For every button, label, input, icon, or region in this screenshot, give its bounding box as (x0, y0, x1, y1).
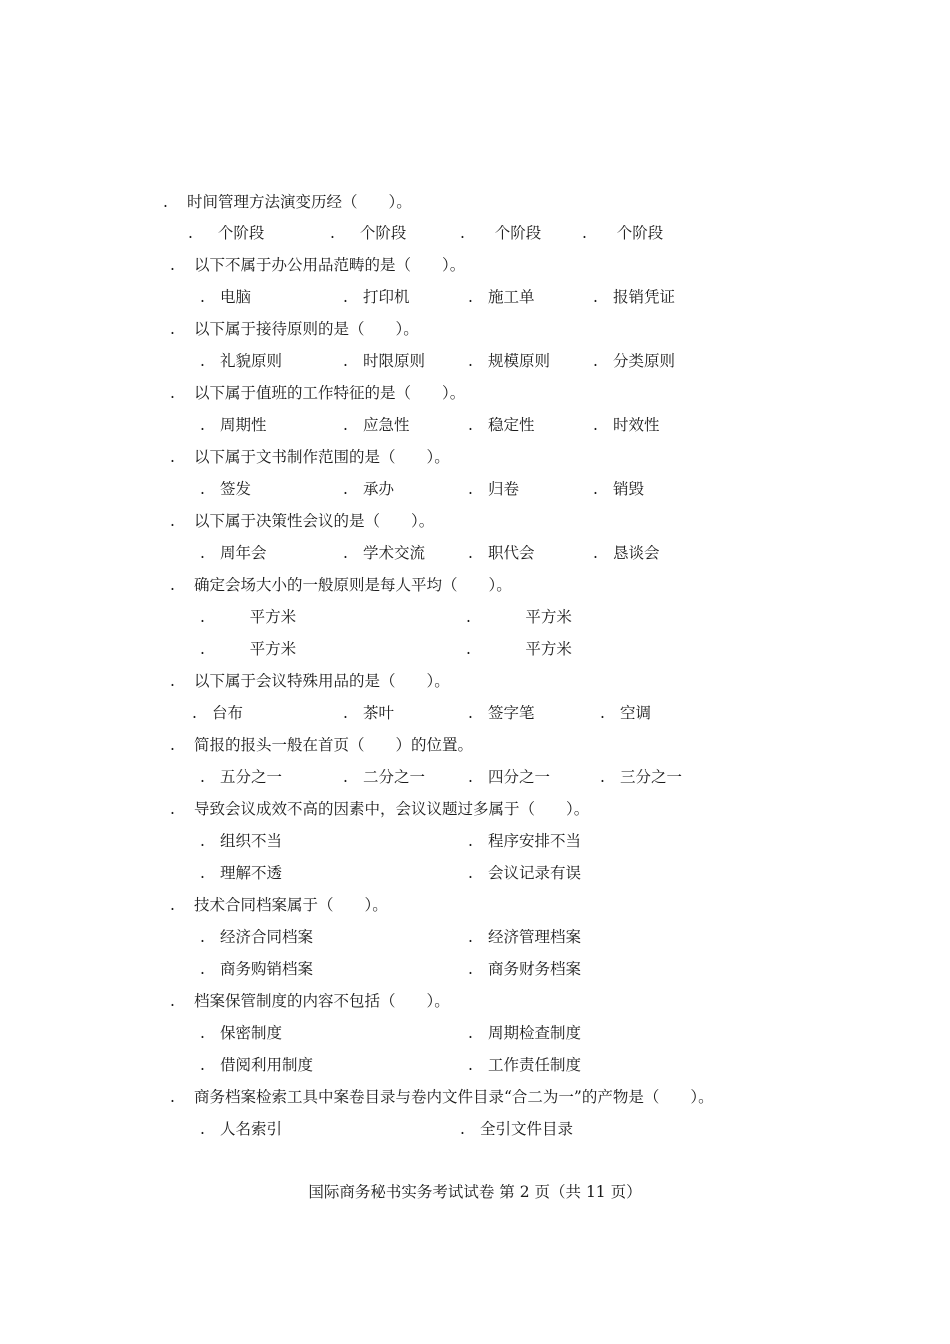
option-row (188, 633, 908, 665)
option-b: . 时限原则 (343, 352, 426, 370)
option-c: . 个阶段 (460, 224, 542, 242)
option-b: . 平方米 (466, 608, 572, 626)
option-a: . 组织不当 (200, 832, 283, 850)
option-c: . 稳定性 (468, 416, 535, 434)
option-c: . 借阅利用制度 (200, 1056, 314, 1074)
option-a: . 个阶段 (188, 224, 265, 242)
option-a: . 经济合同档案 (200, 928, 314, 946)
option-c: . 归卷 (468, 480, 520, 498)
option-a: . 五分之一 (200, 768, 283, 786)
option-a: . 电脑 (200, 288, 252, 306)
option-a: . 签发 (200, 480, 252, 498)
option-d: . 时效性 (593, 416, 660, 434)
option-b: . 学术交流 (343, 544, 426, 562)
option-a: . 台布 (192, 704, 244, 722)
option-d: . 会议记录有误 (468, 864, 582, 882)
option-row (188, 857, 908, 889)
question-stem: . 导致会议成效不高的因素中，会议议题过多属于（ ）。 (170, 800, 590, 818)
option-row (188, 537, 908, 569)
question-stem: . 以下属于决策性会议的是（ ）。 (170, 512, 435, 530)
option-c: . 职代会 (468, 544, 535, 562)
option-row (188, 1049, 908, 1081)
question-stem: . 时间管理方法演变历经（ ）。 (163, 193, 412, 211)
option-d: . 销毁 (593, 480, 645, 498)
option-d: . 报销凭证 (593, 288, 676, 306)
option-d: . 空调 (600, 704, 652, 722)
option-b: . 全引文件目录 (460, 1120, 574, 1138)
option-d: . 个阶段 (582, 224, 664, 242)
question-stem: . 以下属于接待原则的是（ ）。 (170, 320, 419, 338)
option-c: . 理解不透 (200, 864, 283, 882)
question-stem: . 确定会场大小的一般原则是每人平均（ ）。 (170, 576, 512, 594)
option-row (188, 601, 908, 633)
option-b: . 经济管理档案 (468, 928, 582, 946)
question-stem: . 以下属于文书制作范围的是（ ）。 (170, 448, 450, 466)
option-d: . 工作责任制度 (468, 1056, 582, 1074)
option-b: . 二分之一 (343, 768, 426, 786)
option-row (188, 953, 908, 985)
option-row (188, 825, 908, 857)
option-c: . 施工单 (468, 288, 535, 306)
option-row (188, 281, 908, 313)
option-row (188, 921, 908, 953)
option-b: . 应急性 (343, 416, 410, 434)
option-b: . 个阶段 (330, 224, 407, 242)
option-row (188, 1017, 908, 1049)
option-row (188, 473, 908, 505)
page-footer: 国际商务秘书实务考试试卷 第 2 页（共 11 页） (308, 1183, 642, 1201)
option-row (188, 345, 908, 377)
option-d: . 恳谈会 (593, 544, 660, 562)
option-row (188, 409, 908, 441)
option-a: . 人名索引 (200, 1120, 283, 1138)
option-b: . 周期检查制度 (468, 1024, 582, 1042)
option-c: . 四分之一 (468, 768, 551, 786)
option-b: . 程序安排不当 (468, 832, 582, 850)
option-a: . 保密制度 (200, 1024, 283, 1042)
option-row (188, 697, 908, 729)
option-c: . 规模原则 (468, 352, 551, 370)
question-stem: . 以下属于值班的工作特征的是（ ）。 (170, 384, 466, 402)
option-a: . 周年会 (200, 544, 267, 562)
option-d: . 三分之一 (600, 768, 683, 786)
question-stem: . 档案保管制度的内容不包括（ ）。 (170, 992, 450, 1010)
option-b: . 打印机 (343, 288, 410, 306)
option-row (188, 761, 908, 793)
option-c: . 签字笔 (468, 704, 535, 722)
option-a: . 平方米 (200, 608, 297, 626)
option-b: . 承办 (343, 480, 395, 498)
option-b: . 茶叶 (343, 704, 395, 722)
option-d: . 商务财务档案 (468, 960, 582, 978)
option-c: . 商务购销档案 (200, 960, 314, 978)
option-a: . 礼貌原则 (200, 352, 283, 370)
question-stem: . 商务档案检索工具中案卷目录与卷内文件目录“合二为一”的产物是（ ）。 (170, 1088, 714, 1106)
question-stem: . 简报的报头一般在首页（ ）的位置。 (170, 736, 474, 754)
question-stem: . 技术合同档案属于（ ）。 (170, 896, 388, 914)
option-a: . 周期性 (200, 416, 267, 434)
question-stem: . 以下属于会议特殊用品的是（ ）。 (170, 672, 450, 690)
option-d: . 平方米 (466, 640, 572, 658)
option-row (188, 217, 908, 249)
option-c: . 平方米 (200, 640, 297, 658)
option-d: . 分类原则 (593, 352, 676, 370)
option-row (188, 1113, 908, 1145)
question-stem: . 以下不属于办公用品范畴的是（ ）。 (170, 256, 466, 274)
